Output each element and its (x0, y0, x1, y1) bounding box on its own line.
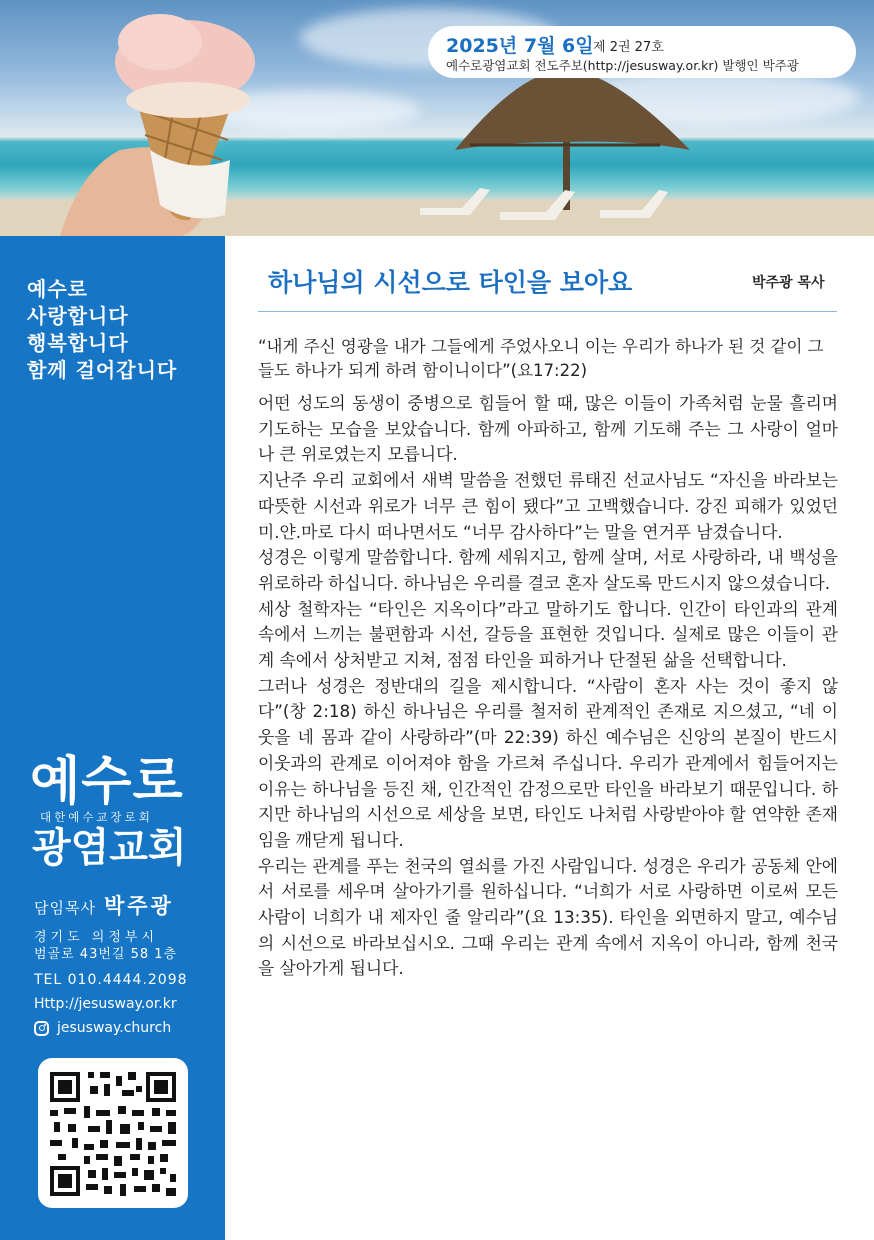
slogan-line: 함께 걸어갑니다 (27, 358, 178, 382)
instagram-icon (34, 1021, 49, 1036)
website-link[interactable]: Http://jesusway.or.kr (34, 996, 177, 1012)
slogan-line: 예수로 (27, 277, 88, 301)
article-body (258, 391, 838, 982)
instagram-label: jesusway.church (57, 1020, 172, 1036)
article-paragraph: 우리는 관계를 푸는 천국의 열쇠를 가진 사람입니다. 성경은 우리가 공동체 안에서 서로를 세우며 살아가기를 원하십니다. “너희가 서로 사랑하면 이로써 모든 사람이 너희가 내 제자인 줄 알리라”(요 13:35). 타인을 외면하지 말고, 예수님의 시선으로 바라보십시오. 그때 우리는 관계 속에서 지옥이 아니라, 함께 천국을 살아가게 됩니다. (258, 855, 838, 979)
sidebar (0, 236, 225, 1240)
instagram-handle[interactable] (34, 1020, 171, 1036)
article-paragraph: 지난주 우리 교회에서 새벽 말씀을 전했던 류태진 선교사님도 “자신을 바라보는 따뜻한 시선과 위로가 너무 큰 힘이 됐다”고 고백했습니다. 강진 피해가 있었던 미.얀.마로 다시 떠나면서도 “너무 감사하다”는 말을 연거푸 남겼습니다. (258, 470, 838, 542)
umbrella-icon (455, 70, 690, 150)
slogan (27, 276, 177, 384)
article-paragraph: 세상 철학자는 “타인은 지옥이다”라고 말하기도 합니다. 인간이 타인과의 관계 속에서 느끼는 불편함과 시선, 갈등을 표현한 것입니다. 실제로 많은 이들이 관계 속에서 상처받고 지쳐, 점점 타인을 피하거나 단절된 삶을 선택합니다. (258, 598, 838, 671)
pastor-info (34, 890, 174, 920)
publisher-line: 예수로광염교회 전도주보(http://jesusway.or.kr) 발행인 박주광 (446, 58, 799, 73)
issue-number: 제 2권 27호 (593, 40, 664, 55)
qr-code-icon (38, 1058, 188, 1208)
address-line1: 경기도 의정부시 (34, 930, 159, 945)
issue-date: 2025년 7월 6일 (446, 35, 594, 57)
article-title: 하나님의 시선으로 타인을 보아요 (268, 268, 633, 297)
slogan-line: 행복합니다 (27, 331, 129, 355)
scripture-verse: “내게 주신 영광을 내가 그들에게 주었사오니 이는 우리가 하나가 된 것 같이 그들도 하나가 되게 하려 함이니이다”(요17:22) (258, 337, 824, 380)
article-paragraph: 성경은 이렇게 말씀합니다. 함께 세워지고, 함께 살며, 서로 사랑하라, 내 백성을 위로하라 하십니다. 하나님은 우리를 결코 혼자 살도록 만드시지 않으셨습니다. (258, 547, 838, 593)
phone-number: TEL 010.4444.2098 (34, 972, 188, 988)
church-logo-line1: 예수로 (30, 752, 184, 812)
slogan-line: 사랑합니다 (27, 304, 129, 328)
address-line2: 범골로 43번길 58 1층 (34, 947, 178, 962)
church-logo-line2: 광염교회 (32, 825, 187, 871)
title-divider (258, 311, 837, 312)
article-author: 박주광 목사 (752, 275, 825, 291)
article-paragraph: 그러나 성경은 정반대의 길을 제시합니다. “사람이 혼자 사는 것이 좋지 않다”(창 2:18) 하신 하나님은 우리를 철저히 관계적인 존재로 지으셨고, “네 이웃을 네 몸과 같이 사랑하라”(마 22:39) 하신 예수님은 신앙의 본질이 반드시 이웃과의 관계로 이어져야 함을 가르쳐 주십니다. 우리가 관계에서 힘들어지는 이유는 하나님을 등진 채, 인간적인 감정으로만 타인을 바라보기 때문입니다. 하지만 하나님의 시선으로 세상을 보면, 타인도 나처럼 사랑받아야 할 연약한 존재임을 깨닫게 됩니다. (258, 675, 838, 850)
pastor-name: 박주광 (103, 894, 174, 918)
article-paragraph: 어떤 성도의 동생이 중병으로 힘들어 할 때, 많은 이들이 가족처럼 눈물 흘리며 기도하는 모습을 보았습니다. 함께 아파하고, 함께 기도해 주는 그 사랑이 얼마나 큰 위로였는지 모릅니다. (258, 393, 838, 465)
header-photo (0, 0, 874, 236)
qr-code-card[interactable] (38, 1058, 188, 1208)
pastor-label: 담임목사 (34, 899, 96, 917)
denomination-label: 대한예수교장로회 (40, 810, 153, 824)
